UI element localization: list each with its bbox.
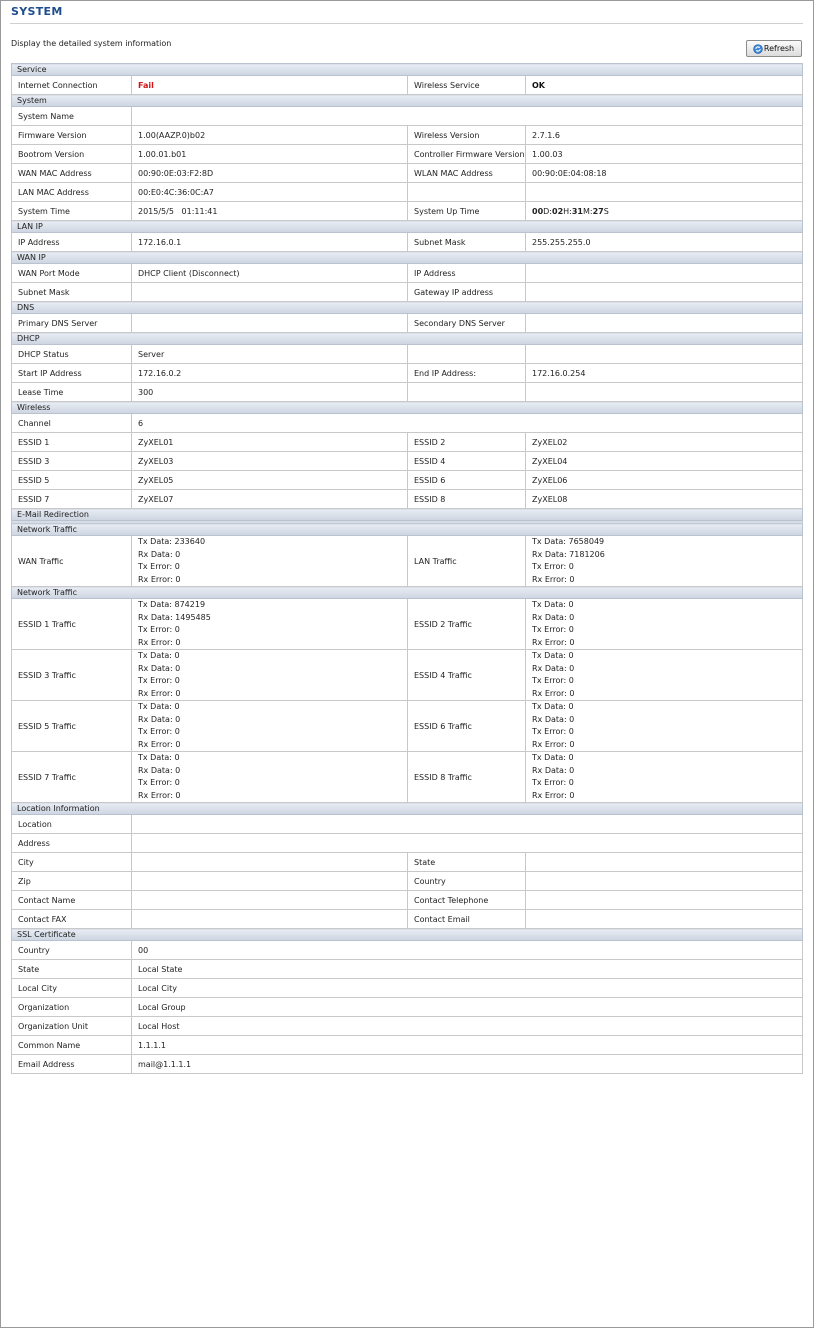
zip-value (132, 872, 408, 891)
lan-mac-value: 00:E0:4C:36:0C:A7 (132, 183, 408, 202)
essid-value: ZyXEL07 (132, 490, 408, 509)
uptime-minutes: 31 (571, 206, 583, 216)
refresh-label: Refresh (763, 44, 795, 53)
empty-cell (408, 345, 526, 364)
uptime-days: 00 (532, 206, 544, 216)
traffic-line: Tx Error: 0 (138, 727, 180, 736)
traffic-line: Rx Data: 0 (138, 765, 181, 775)
gateway-ip-label: Gateway IP address (408, 283, 526, 302)
traffic-line: Tx Error: 0 (532, 778, 574, 787)
section-heading: Location Information (12, 803, 803, 815)
lease-time-label: Lease Time (12, 383, 132, 402)
ssl-field-label: Local City (12, 979, 132, 998)
essid-traffic-stats (526, 701, 803, 752)
wan-subnet-mask-value (132, 283, 408, 302)
traffic-line: Rx Error: 0 (138, 688, 181, 698)
table-row (12, 998, 803, 1017)
essid-traffic-stats (526, 650, 803, 701)
section-wireless (12, 402, 803, 414)
section-heading: Network Traffic (12, 587, 803, 599)
contact-telephone-value (526, 891, 803, 910)
lan-ip-address-label: IP Address (12, 233, 132, 252)
section-heading: System (12, 95, 803, 107)
traffic-line: Rx Data: 7181206 (532, 549, 605, 559)
system-name-label: System Name (12, 107, 132, 126)
contact-telephone-label: Contact Telephone (408, 891, 526, 910)
contact-email-value (526, 910, 803, 929)
essid-value: ZyXEL06 (526, 471, 803, 490)
table-row (12, 126, 803, 145)
wan-port-mode-label: WAN Port Mode (12, 264, 132, 283)
wan-traffic-label: WAN Traffic (12, 536, 132, 587)
traffic-line: Tx Error: 0 (138, 778, 180, 787)
firmware-version-value: 1.00(AAZP.0)b02 (132, 126, 408, 145)
uptime-minutes-unit: M: (583, 206, 593, 216)
traffic-line: Tx Data: 0 (138, 651, 180, 660)
traffic-line: Rx Data: 0 (532, 663, 575, 673)
firmware-version-label: Firmware Version (12, 126, 132, 145)
controller-firmware-label: Controller Firmware Version (408, 145, 526, 164)
essid-traffic-label: ESSID 2 Traffic (408, 599, 526, 650)
wireless-service-label: Wireless Service (408, 76, 526, 95)
essid-value: ZyXEL04 (526, 452, 803, 471)
end-ip-label: End IP Address: (408, 364, 526, 383)
traffic-line: Tx Data: 0 (532, 702, 574, 711)
wan-ip-address-value (526, 264, 803, 283)
lan-ip-address-value: 172.16.0.1 (132, 233, 408, 252)
table-row (12, 536, 803, 587)
essid-traffic-label: ESSID 5 Traffic (12, 701, 132, 752)
section-heading: Wireless (12, 402, 803, 414)
table-row (12, 164, 803, 183)
ssl-field-label: Common Name (12, 1036, 132, 1055)
primary-dns-value (132, 314, 408, 333)
essid-traffic-label: ESSID 4 Traffic (408, 650, 526, 701)
internet-connection-label: Internet Connection (12, 76, 132, 95)
essid-traffic-stats (132, 599, 408, 650)
traffic-line: Tx Data: 0 (532, 753, 574, 762)
traffic-line: Tx Data: 0 (138, 753, 180, 762)
table-row (12, 433, 803, 452)
traffic-line: Rx Error: 0 (138, 637, 181, 647)
table-row (12, 490, 803, 509)
country-label: Country (408, 872, 526, 891)
table-row (12, 364, 803, 383)
table-row (12, 815, 803, 834)
section-heading: Service (12, 64, 803, 76)
essid-traffic-label: ESSID 7 Traffic (12, 752, 132, 803)
essid-traffic-stats (132, 701, 408, 752)
traffic-line: Rx Data: 0 (138, 549, 181, 559)
table-row (12, 891, 803, 910)
section-heading: Network Traffic (12, 524, 803, 536)
contact-fax-label: Contact FAX (12, 910, 132, 929)
wan-mac-value: 00:90:0E:03:F2:8D (132, 164, 408, 183)
essid-label: ESSID 1 (12, 433, 132, 452)
wan-traffic-stats (132, 536, 408, 587)
section-heading: LAN IP (12, 221, 803, 233)
ssl-field-value: Local Host (132, 1017, 803, 1036)
traffic-line: Tx Data: 0 (532, 600, 574, 609)
essid-value: ZyXEL03 (132, 452, 408, 471)
table-row (12, 752, 803, 803)
uptime-seconds: 27 (592, 206, 604, 216)
system-time-label: System Time (12, 202, 132, 221)
empty-cell (526, 345, 803, 364)
location-value (132, 815, 803, 834)
lan-traffic-label: LAN Traffic (408, 536, 526, 587)
bootrom-version-value: 1.00.01.b01 (132, 145, 408, 164)
traffic-line: Tx Error: 0 (532, 727, 574, 736)
table-row (12, 1017, 803, 1036)
wireless-version-value: 2.7.1.6 (526, 126, 803, 145)
traffic-line: Rx Data: 0 (138, 714, 181, 724)
start-ip-value: 172.16.0.2 (132, 364, 408, 383)
table-row (12, 834, 803, 853)
traffic-line: Rx Data: 0 (532, 714, 575, 724)
table-row (12, 853, 803, 872)
traffic-line: Tx Error: 0 (532, 562, 574, 571)
section-heading: WAN IP (12, 252, 803, 264)
table-row (12, 145, 803, 164)
table-row (12, 471, 803, 490)
traffic-line: Rx Data: 0 (532, 765, 575, 775)
lan-traffic-stats (526, 536, 803, 587)
page-title: SYSTEM (11, 5, 63, 18)
ssl-field-value: Local Group (132, 998, 803, 1017)
table-row (12, 283, 803, 302)
essid-label: ESSID 5 (12, 471, 132, 490)
traffic-line: Tx Error: 0 (532, 676, 574, 685)
section-network-traffic (12, 524, 803, 536)
table-row (12, 183, 803, 202)
table-row (12, 414, 803, 433)
table-row (12, 76, 803, 95)
system-name-value (132, 107, 803, 126)
lease-time-value: 300 (132, 383, 408, 402)
wan-ip-address-label: IP Address (408, 264, 526, 283)
essid-value: ZyXEL05 (132, 471, 408, 490)
ssl-field-value: Local State (132, 960, 803, 979)
table-row (12, 264, 803, 283)
section-location (12, 803, 803, 815)
location-label: Location (12, 815, 132, 834)
essid-label: ESSID 2 (408, 433, 526, 452)
essid-label: ESSID 4 (408, 452, 526, 471)
section-heading: E-Mail Redirection (12, 509, 803, 521)
lan-mac-label: LAN MAC Address (12, 183, 132, 202)
essid-value: ZyXEL01 (132, 433, 408, 452)
section-service (12, 64, 803, 76)
page-subtitle: Display the detailed system information (11, 39, 172, 48)
lan-subnet-mask-value: 255.255.255.0 (526, 233, 803, 252)
table-row (12, 383, 803, 402)
traffic-line: Tx Data: 0 (532, 651, 574, 660)
table-row (12, 910, 803, 929)
table-row (12, 650, 803, 701)
section-wan-ip (12, 252, 803, 264)
contact-name-label: Contact Name (12, 891, 132, 910)
ssl-field-label: Country (12, 941, 132, 960)
contact-name-value (132, 891, 408, 910)
refresh-icon (753, 44, 763, 54)
table-row (12, 1055, 803, 1074)
traffic-line: Rx Data: 1495485 (138, 612, 211, 622)
table-row (12, 314, 803, 333)
table-row (12, 233, 803, 252)
contact-email-label: Contact Email (408, 910, 526, 929)
system-up-time-label: System Up Time (408, 202, 526, 221)
secondary-dns-label: Secondary DNS Server (408, 314, 526, 333)
uptime-seconds-unit: S (603, 206, 609, 216)
contact-fax-value (132, 910, 408, 929)
traffic-line: Rx Error: 0 (532, 739, 575, 749)
essid-traffic-label: ESSID 3 Traffic (12, 650, 132, 701)
system-info-table (11, 63, 803, 1074)
table-row (12, 452, 803, 471)
wan-subnet-mask-label: Subnet Mask (12, 283, 132, 302)
essid-label: ESSID 8 (408, 490, 526, 509)
secondary-dns-value (526, 314, 803, 333)
state-value (526, 853, 803, 872)
empty-cell (408, 183, 526, 202)
system-up-time-value (526, 202, 803, 221)
essid-value: ZyXEL02 (526, 433, 803, 452)
section-email-redirection (12, 509, 803, 521)
system-time-value: 2015/5/5 01:11:41 (132, 202, 408, 221)
empty-cell (408, 383, 526, 402)
channel-label: Channel (12, 414, 132, 433)
section-heading: DHCP (12, 333, 803, 345)
traffic-line: Tx Data: 874219 (138, 600, 206, 609)
traffic-line: Rx Error: 0 (138, 574, 181, 584)
city-label: City (12, 853, 132, 872)
essid-value: ZyXEL08 (526, 490, 803, 509)
traffic-line: Rx Data: 0 (532, 612, 575, 622)
gateway-ip-value (526, 283, 803, 302)
traffic-line: Tx Error: 0 (532, 625, 574, 634)
traffic-line: Rx Data: 0 (138, 663, 181, 673)
state-label: State (408, 853, 526, 872)
section-essid-traffic (12, 587, 803, 599)
table-row (12, 107, 803, 126)
essid-label: ESSID 3 (12, 452, 132, 471)
empty-cell (526, 183, 803, 202)
essid-traffic-label: ESSID 6 Traffic (408, 701, 526, 752)
essid-traffic-stats (132, 752, 408, 803)
ssl-field-value: mail@1.1.1.1 (132, 1055, 803, 1074)
wireless-service-value (526, 76, 803, 95)
channel-value: 6 (132, 414, 803, 433)
ssl-field-label: Email Address (12, 1055, 132, 1074)
essid-traffic-stats (526, 599, 803, 650)
section-heading: DNS (12, 302, 803, 314)
ssl-field-label: Organization Unit (12, 1017, 132, 1036)
essid-traffic-label: ESSID 8 Traffic (408, 752, 526, 803)
table-row (12, 345, 803, 364)
ssl-field-value: 1.1.1.1 (132, 1036, 803, 1055)
traffic-line: Tx Error: 0 (138, 625, 180, 634)
wlan-mac-value: 00:90:0E:04:08:18 (526, 164, 803, 183)
traffic-line: Tx Error: 0 (138, 562, 180, 571)
refresh-button[interactable] (746, 40, 802, 57)
table-row (12, 979, 803, 998)
essid-label: ESSID 7 (12, 490, 132, 509)
traffic-line: Rx Error: 0 (532, 637, 575, 647)
section-ssl-certificate (12, 929, 803, 941)
table-row (12, 960, 803, 979)
empty-cell (526, 383, 803, 402)
essid-label: ESSID 6 (408, 471, 526, 490)
wan-mac-label: WAN MAC Address (12, 164, 132, 183)
primary-dns-label: Primary DNS Server (12, 314, 132, 333)
traffic-line: Rx Error: 0 (138, 790, 181, 800)
traffic-line: Tx Data: 233640 (138, 537, 206, 546)
section-lan-ip (12, 221, 803, 233)
wlan-mac-label: WLAN MAC Address (408, 164, 526, 183)
lan-subnet-mask-label: Subnet Mask (408, 233, 526, 252)
traffic-line: Rx Error: 0 (532, 790, 575, 800)
uptime-hours: 02 (552, 206, 564, 216)
city-value (132, 853, 408, 872)
table-row (12, 872, 803, 891)
ssl-field-value: 00 (132, 941, 803, 960)
wireless-version-label: Wireless Version (408, 126, 526, 145)
essid-traffic-label: ESSID 1 Traffic (12, 599, 132, 650)
wan-port-mode-value: DHCP Client (Disconnect) (132, 264, 408, 283)
uptime-hours-unit: H: (563, 206, 572, 216)
title-divider (10, 23, 803, 24)
traffic-line: Tx Error: 0 (138, 676, 180, 685)
traffic-line: Tx Data: 7658049 (532, 537, 605, 546)
ssl-field-label: State (12, 960, 132, 979)
ssl-field-label: Organization (12, 998, 132, 1017)
table-row (12, 599, 803, 650)
table-row (12, 941, 803, 960)
traffic-line: Rx Error: 0 (138, 739, 181, 749)
section-system (12, 95, 803, 107)
country-value (526, 872, 803, 891)
address-label: Address (12, 834, 132, 853)
zip-label: Zip (12, 872, 132, 891)
internet-connection-value (132, 76, 408, 95)
dhcp-status-label: DHCP Status (12, 345, 132, 364)
status-ok-text: OK (532, 80, 545, 90)
ssl-field-value: Local City (132, 979, 803, 998)
essid-traffic-stats (132, 650, 408, 701)
status-fail-text: Fail (138, 80, 154, 90)
controller-firmware-value: 1.00.03 (526, 145, 803, 164)
dhcp-status-value: Server (132, 345, 408, 364)
section-heading: SSL Certificate (12, 929, 803, 941)
traffic-line: Rx Error: 0 (532, 688, 575, 698)
section-dns (12, 302, 803, 314)
table-row (12, 202, 803, 221)
table-row (12, 1036, 803, 1055)
traffic-line: Tx Data: 0 (138, 702, 180, 711)
start-ip-label: Start IP Address (12, 364, 132, 383)
end-ip-value: 172.16.0.254 (526, 364, 803, 383)
bootrom-version-label: Bootrom Version (12, 145, 132, 164)
traffic-line: Rx Error: 0 (532, 574, 575, 584)
section-dhcp (12, 333, 803, 345)
uptime-days-unit: D: (543, 206, 552, 216)
essid-traffic-stats (526, 752, 803, 803)
address-value (132, 834, 803, 853)
table-row (12, 701, 803, 752)
